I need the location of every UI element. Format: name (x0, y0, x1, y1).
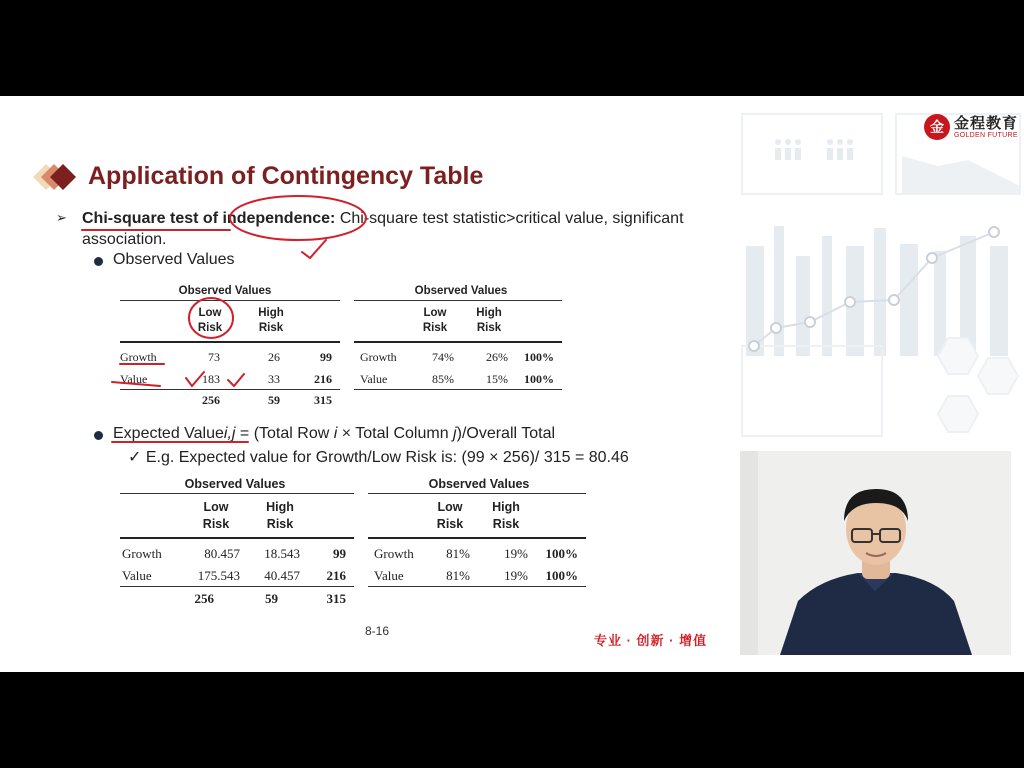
slide-title: Application of Contingency Table (88, 162, 484, 190)
row-label: Growth (374, 546, 414, 561)
row-label: Value (374, 568, 404, 583)
total-low: 256 (202, 393, 220, 407)
cell-growth-high: 18.543 (264, 546, 300, 561)
pct-value-high: 19% (504, 568, 528, 583)
pct-value-low: 81% (446, 568, 470, 583)
col-low-risk: Low (437, 500, 463, 514)
presenter-figure (740, 451, 1011, 655)
pct-value-total: 100% (524, 372, 554, 386)
chi-square-rule: Chi-square test statistic>critical value, significant association. (82, 210, 684, 248)
left-table-title: Observed Values (184, 477, 286, 491)
arrow-bullet-icon: ➢ (56, 210, 67, 225)
total-low: 256 (194, 591, 214, 606)
logo-seal-icon: 金 (924, 114, 950, 140)
col-low-risk: Low (203, 500, 229, 514)
right-table-title: Observed Values (428, 477, 530, 491)
golden-future-logo (924, 114, 1018, 140)
bullet-dot-icon (94, 257, 103, 266)
col-high-risk: High (476, 307, 502, 319)
pct-growth-high: 19% (504, 546, 528, 561)
total-high: 59 (268, 393, 280, 407)
row-label: Value (120, 372, 148, 386)
chi-square-statement (82, 208, 702, 250)
expected-value-example: ✓ E.g. Expected value for Growth/Low Risk is: (99 × 256)/ 315 = 80.46 (128, 449, 629, 466)
col-low-risk: Low (198, 307, 222, 319)
observed-values-heading: Observed Values (113, 251, 235, 268)
row-label: Value (122, 568, 152, 583)
independence-term: independence: (222, 210, 336, 227)
title-diamond-icon (32, 162, 82, 192)
cell-value-total: 216 (326, 568, 346, 583)
col-high-risk-2: Risk (258, 322, 284, 334)
row-label: Growth (360, 350, 397, 364)
row-label: Value (360, 372, 388, 386)
chi-square-term: Chi-square test of (82, 210, 223, 227)
pct-value-low: 85% (432, 372, 454, 386)
right-table-title: Observed Values (414, 285, 508, 297)
col-low-risk: Low (423, 307, 447, 319)
pct-value-total: 100% (545, 568, 578, 583)
cell-growth-low: 80.457 (204, 546, 240, 561)
cell-value-high: 40.457 (264, 568, 300, 583)
presenter-webcam (740, 451, 1011, 655)
cell-value-total: 216 (314, 372, 332, 386)
col-high-risk: High (258, 307, 284, 319)
cell-growth-total: 99 (320, 350, 332, 364)
cell-growth-low: 73 (208, 350, 220, 364)
total-high: 59 (265, 591, 278, 606)
col-high-risk-2: Risk (492, 517, 520, 531)
pct-value-high: 15% (486, 372, 508, 386)
slide (0, 96, 1024, 672)
page-number: 8-16 (365, 624, 390, 638)
cell-growth-total: 99 (333, 546, 346, 561)
cell-value-low: 183 (202, 372, 220, 386)
col-high-risk-2: Risk (266, 517, 294, 531)
left-table-title: Observed Values (178, 285, 272, 297)
pct-growth-total: 100% (545, 546, 578, 561)
cell-value-low: 175.543 (197, 568, 240, 583)
total-overall: 315 (314, 393, 332, 407)
col-low-risk-2: Risk (197, 322, 223, 334)
total-overall: 315 (326, 591, 346, 606)
logo-chinese-name: 金程教育 (954, 114, 1019, 132)
logo-english-name: GOLDEN FUTURE (954, 131, 1018, 139)
row-label: Growth (122, 546, 162, 561)
col-low-risk-2: Risk (422, 322, 448, 334)
pct-growth-low: 74% (432, 350, 454, 364)
pct-growth-total: 100% (524, 350, 554, 364)
col-high-risk: High (266, 500, 294, 514)
expected-value-formula: Expected Valuei,j = (Total Row i × Total Column j)/Overall Total (113, 425, 556, 442)
col-high-risk-2: Risk (476, 322, 502, 334)
row-label: Growth (120, 350, 157, 364)
pct-growth-low: 81% (446, 546, 470, 561)
bullet-dot-icon (94, 431, 103, 440)
col-high-risk: High (492, 500, 520, 514)
col-low-risk-2: Risk (436, 517, 464, 531)
cell-growth-high: 26 (268, 350, 280, 364)
pct-growth-high: 26% (486, 350, 508, 364)
col-low-risk-2: Risk (202, 517, 230, 531)
slogan-text: 专业 · 创新 · 增值 (594, 633, 708, 648)
cell-value-high: 33 (268, 372, 280, 386)
